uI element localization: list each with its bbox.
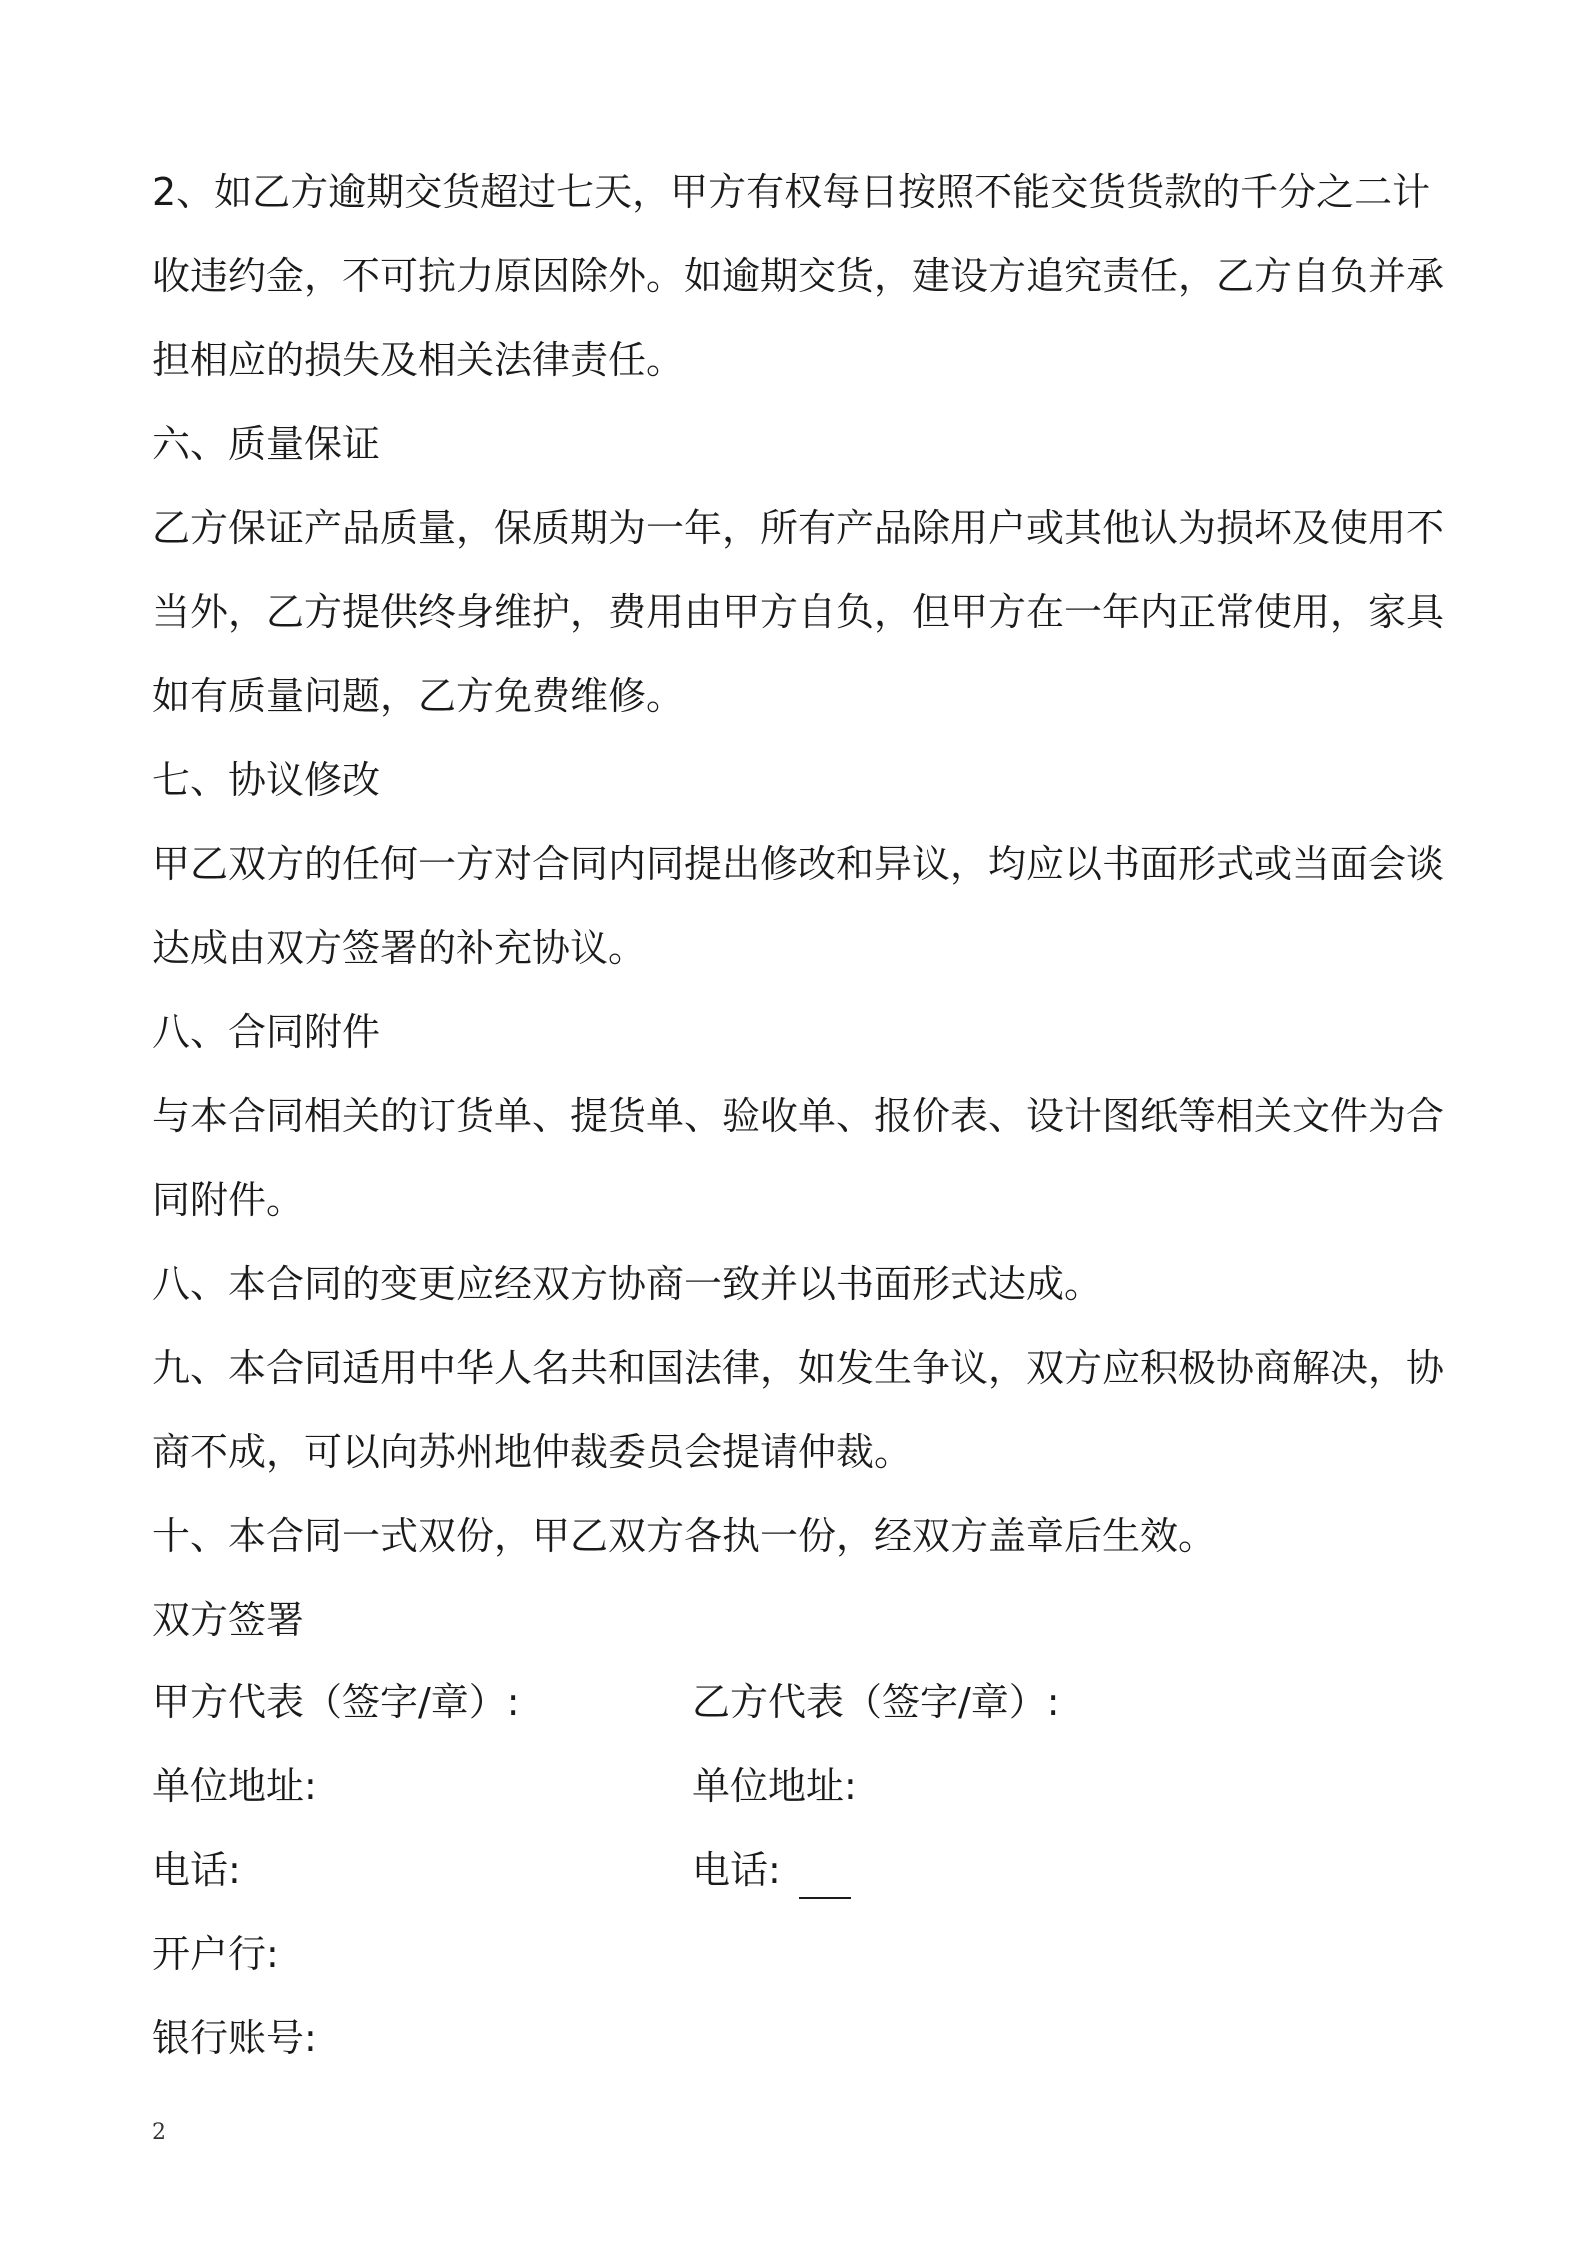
page-number: 2 <box>152 2120 166 2145</box>
party-a-representative-label: 甲方代表（签字/章）: <box>152 1680 520 1724</box>
party-b-representative-label: 乙方代表（签字/章）: <box>692 1680 1060 1724</box>
clause-2-late-delivery: 2、如乙方逾期交货超过七天，甲方有权每日按照不能交货货款的千分之二计收违约金，不可抗力原因除外。如逾期交货，建设方追究责任，乙方自负并承担相应的损失及相关法律责任。 <box>152 170 1445 382</box>
signature-heading: 双方签署 <box>152 1598 305 1642</box>
signature-row-phone <box>152 1828 1452 1912</box>
signature-row-bank <box>152 1912 1452 1996</box>
clause-amendment: 甲乙双方的任何一方对合同内同提出修改和异议，均应以书面形式或当面会谈达成由双方签署的补充协议。 <box>152 842 1445 970</box>
bank-label: 开户行: <box>152 1932 279 1976</box>
clause-quality-guarantee: 乙方保证产品质量，保质期为一年，所有产品除用户或其他认为损坏及使用不当外，乙方提供终身维护，费用由甲方自负，但甲方在一年内正常使用，家具如有质量问题，乙方免费维修。 <box>152 506 1445 718</box>
signature-block <box>152 1660 1452 2080</box>
signature-row-representatives <box>152 1660 1452 1744</box>
clause-governing-law: 九、本合同适用中华人名共和国法律，如发生争议，双方应积极协商解决，协商不成，可以向苏州地仲裁委员会提请仲裁。 <box>152 1346 1445 1474</box>
signature-row-account <box>152 1996 1452 2080</box>
bank-account-label: 银行账号: <box>152 2016 317 2060</box>
party-b-phone-label: 电话: <box>692 1848 781 1892</box>
signature-row-address <box>152 1744 1452 1828</box>
clause-copies: 十、本合同一式双份，甲乙双方各执一份，经双方盖章后生效。 <box>152 1514 1217 1558</box>
section-heading-amendment: 七、协议修改 <box>152 758 381 802</box>
phone-blank-line <box>799 1897 851 1899</box>
party-a-phone-label: 电话: <box>152 1848 241 1892</box>
clause-attachments: 与本合同相关的订货单、提货单、验收单、报价表、设计图纸等相关文件为合同附件。 <box>152 1094 1445 1222</box>
section-heading-attachments: 八、合同附件 <box>152 1010 381 1054</box>
party-b-phone-group <box>692 1828 851 1912</box>
party-b-address-label: 单位地址: <box>692 1764 857 1808</box>
contract-body <box>152 150 1452 1662</box>
party-a-address-label: 单位地址: <box>152 1764 317 1808</box>
section-heading-quality: 六、质量保证 <box>152 422 381 466</box>
clause-changes: 八、本合同的变更应经双方协商一致并以书面形式达成。 <box>152 1262 1103 1306</box>
